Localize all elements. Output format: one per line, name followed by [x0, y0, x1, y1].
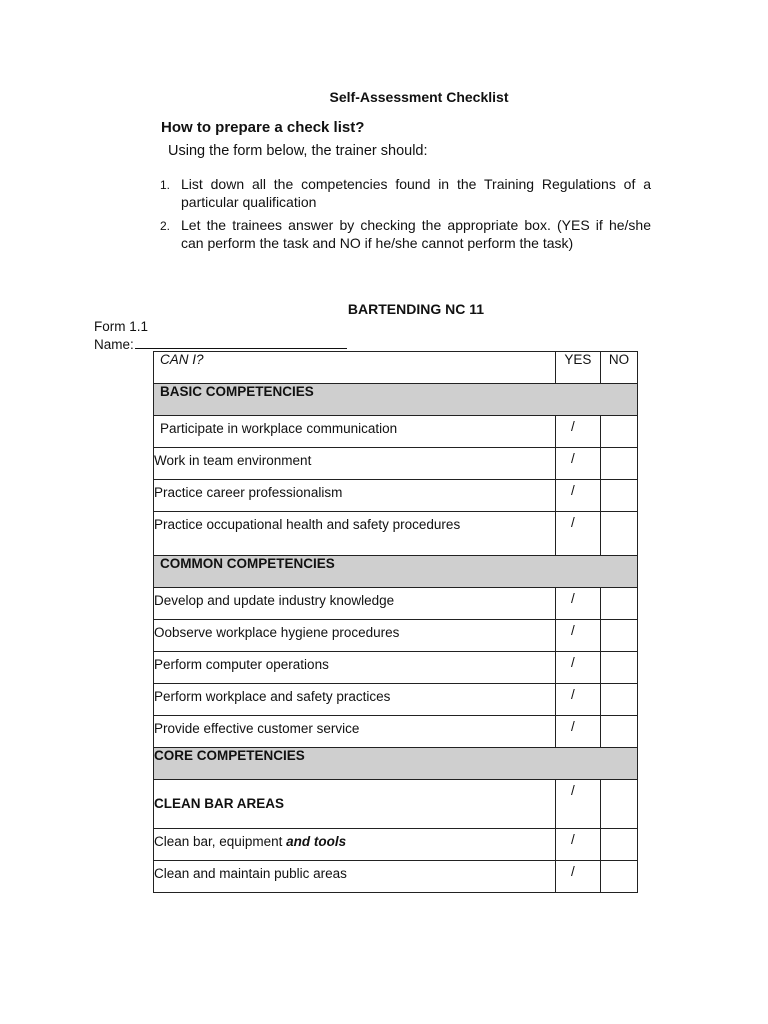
table-row: [154, 829, 638, 861]
name-blank-line[interactable]: [135, 336, 347, 349]
table-row: [154, 480, 638, 512]
yes-checkbox-cell[interactable]: /: [555, 448, 600, 480]
no-checkbox-cell[interactable]: [600, 829, 637, 861]
instruction-item: [160, 217, 651, 252]
section-common-row: [154, 556, 638, 588]
table-row: [154, 652, 638, 684]
header-can-i: CAN I?: [154, 352, 556, 384]
task-cell: Work in team environment: [154, 448, 556, 480]
task-text-emphasis: and tools: [286, 834, 347, 849]
yes-checkbox-cell[interactable]: /: [555, 829, 600, 861]
section-heading-basic: BASIC COMPETENCIES: [154, 384, 638, 416]
instruction-number: 1.: [160, 178, 171, 192]
task-cell: [154, 829, 556, 861]
no-checkbox-cell[interactable]: [600, 416, 637, 448]
table-row: [154, 684, 638, 716]
task-cell: Perform workplace and safety practices: [154, 684, 556, 716]
header-no: NO: [600, 352, 637, 384]
yes-checkbox-cell[interactable]: /: [555, 512, 600, 556]
yes-checkbox-cell[interactable]: /: [555, 861, 600, 893]
task-cell: Participate in workplace communication: [154, 416, 556, 448]
task-cell: Oobserve workplace hygiene procedures: [154, 620, 556, 652]
checklist-table: [153, 351, 638, 893]
task-cell: Clean and maintain public areas: [154, 861, 556, 893]
section-heading-core: CORE COMPETENCIES: [154, 748, 638, 780]
task-cell: CLEAN BAR AREAS: [154, 780, 556, 829]
table-header-row: [154, 352, 638, 384]
instruction-list: [160, 176, 651, 258]
no-checkbox-cell[interactable]: [600, 512, 637, 556]
header-yes: YES: [555, 352, 600, 384]
table-row: [154, 512, 638, 556]
no-checkbox-cell[interactable]: [600, 480, 637, 512]
intro-text: Using the form below, the trainer should:: [168, 143, 428, 159]
instruction-number: 2.: [160, 219, 171, 233]
instruction-text: List down all the competencies found in the Training Regulations of a particular qualification: [181, 176, 651, 210]
yes-checkbox-cell[interactable]: /: [555, 652, 600, 684]
form-title: BARTENDING NC 11: [347, 301, 485, 317]
no-checkbox-cell[interactable]: [600, 684, 637, 716]
section-core-row: [154, 748, 638, 780]
task-cell: Provide effective customer service: [154, 716, 556, 748]
task-cell: Practice career professionalism: [154, 480, 556, 512]
section-subheading: How to prepare a check list?: [161, 119, 365, 136]
table-row: [154, 620, 638, 652]
yes-checkbox-cell[interactable]: /: [555, 480, 600, 512]
table-row: [154, 416, 638, 448]
instruction-item: [160, 176, 651, 211]
yes-checkbox-cell[interactable]: /: [555, 780, 600, 829]
section-basic-row: [154, 384, 638, 416]
task-cell: Practice occupational health and safety procedures: [154, 512, 556, 556]
no-checkbox-cell[interactable]: [600, 620, 637, 652]
table-row: [154, 448, 638, 480]
table-row: [154, 780, 638, 829]
yes-checkbox-cell[interactable]: /: [555, 684, 600, 716]
table-row: [154, 716, 638, 748]
table-row: [154, 861, 638, 893]
task-text-prefix: Clean bar, equipment: [154, 834, 287, 849]
instruction-text: Let the trainees answer by checking the appropriate box. (YES if he/she can perform the task and NO if he/she cannot perform the task): [181, 217, 651, 251]
table-row: [154, 588, 638, 620]
no-checkbox-cell[interactable]: [600, 588, 637, 620]
task-cell: Perform computer operations: [154, 652, 556, 684]
no-checkbox-cell[interactable]: [600, 716, 637, 748]
section-heading-common: COMMON COMPETENCIES: [154, 556, 638, 588]
yes-checkbox-cell[interactable]: /: [555, 620, 600, 652]
no-checkbox-cell[interactable]: [600, 861, 637, 893]
no-checkbox-cell[interactable]: [600, 448, 637, 480]
name-label: Name:: [94, 337, 134, 352]
name-row: [94, 336, 347, 352]
no-checkbox-cell[interactable]: [600, 780, 637, 829]
yes-checkbox-cell[interactable]: /: [555, 416, 600, 448]
yes-checkbox-cell[interactable]: /: [555, 716, 600, 748]
page-title: Self-Assessment Checklist: [329, 89, 509, 105]
task-cell: Develop and update industry knowledge: [154, 588, 556, 620]
no-checkbox-cell[interactable]: [600, 652, 637, 684]
form-number: Form 1.1: [94, 319, 149, 334]
yes-checkbox-cell[interactable]: /: [555, 588, 600, 620]
